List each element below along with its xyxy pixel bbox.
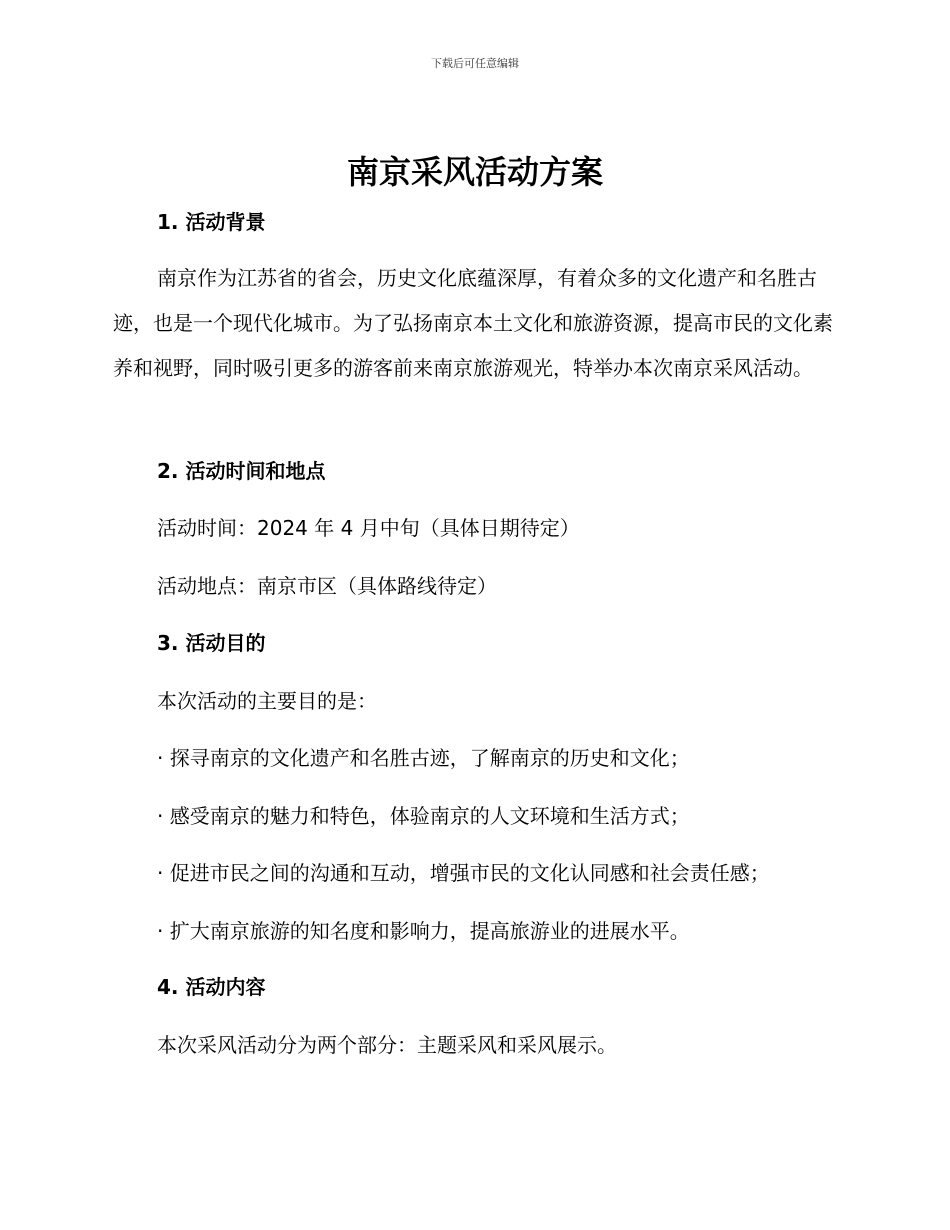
section-3-intro: 本次活动的主要目的是： <box>157 689 377 713</box>
section-2-heading: 2. 活动时间和地点 <box>157 459 326 483</box>
activity-time: 活动时间：2024 年 4 月中旬（具体日期待定） <box>157 516 580 540</box>
list-item: · 探寻南京的文化遗产和名胜古迹，了解南京的历史和文化； <box>157 746 690 770</box>
section-4-heading: 4. 活动内容 <box>157 975 266 999</box>
section-1-paragraph: 南京作为江苏省的省会，历史文化底蕴深厚，有着众多的文化遗产和名胜古迹，也是一个现代化城市。为了弘扬南京本土文化和旅游资源，提高市民的文化素养和视野，同时吸引更多的游客前来南京旅游观光，特举办本次南京采风活动。 <box>113 266 833 380</box>
activity-place: 活动地点：南京市区（具体路线待定） <box>157 574 497 598</box>
section-4-intro: 本次采风活动分为两个部分：主题采风和采风展示。 <box>157 1033 617 1057</box>
list-item: · 扩大南京旅游的知名度和影响力，提高旅游业的进展水平。 <box>157 919 690 943</box>
list-item: · 促进市民之间的沟通和互动，增强市民的文化认同感和社会责任感； <box>157 861 770 885</box>
list-item: · 感受南京的魅力和特色，体验南京的人文环境和生活方式； <box>157 804 690 828</box>
section-1-heading: 1. 活动背景 <box>157 210 266 234</box>
section-3-heading: 3. 活动目的 <box>157 631 266 655</box>
header-note: 下载后可任意编辑 <box>431 57 519 70</box>
document-title: 南京采风活动方案 <box>346 153 603 191</box>
